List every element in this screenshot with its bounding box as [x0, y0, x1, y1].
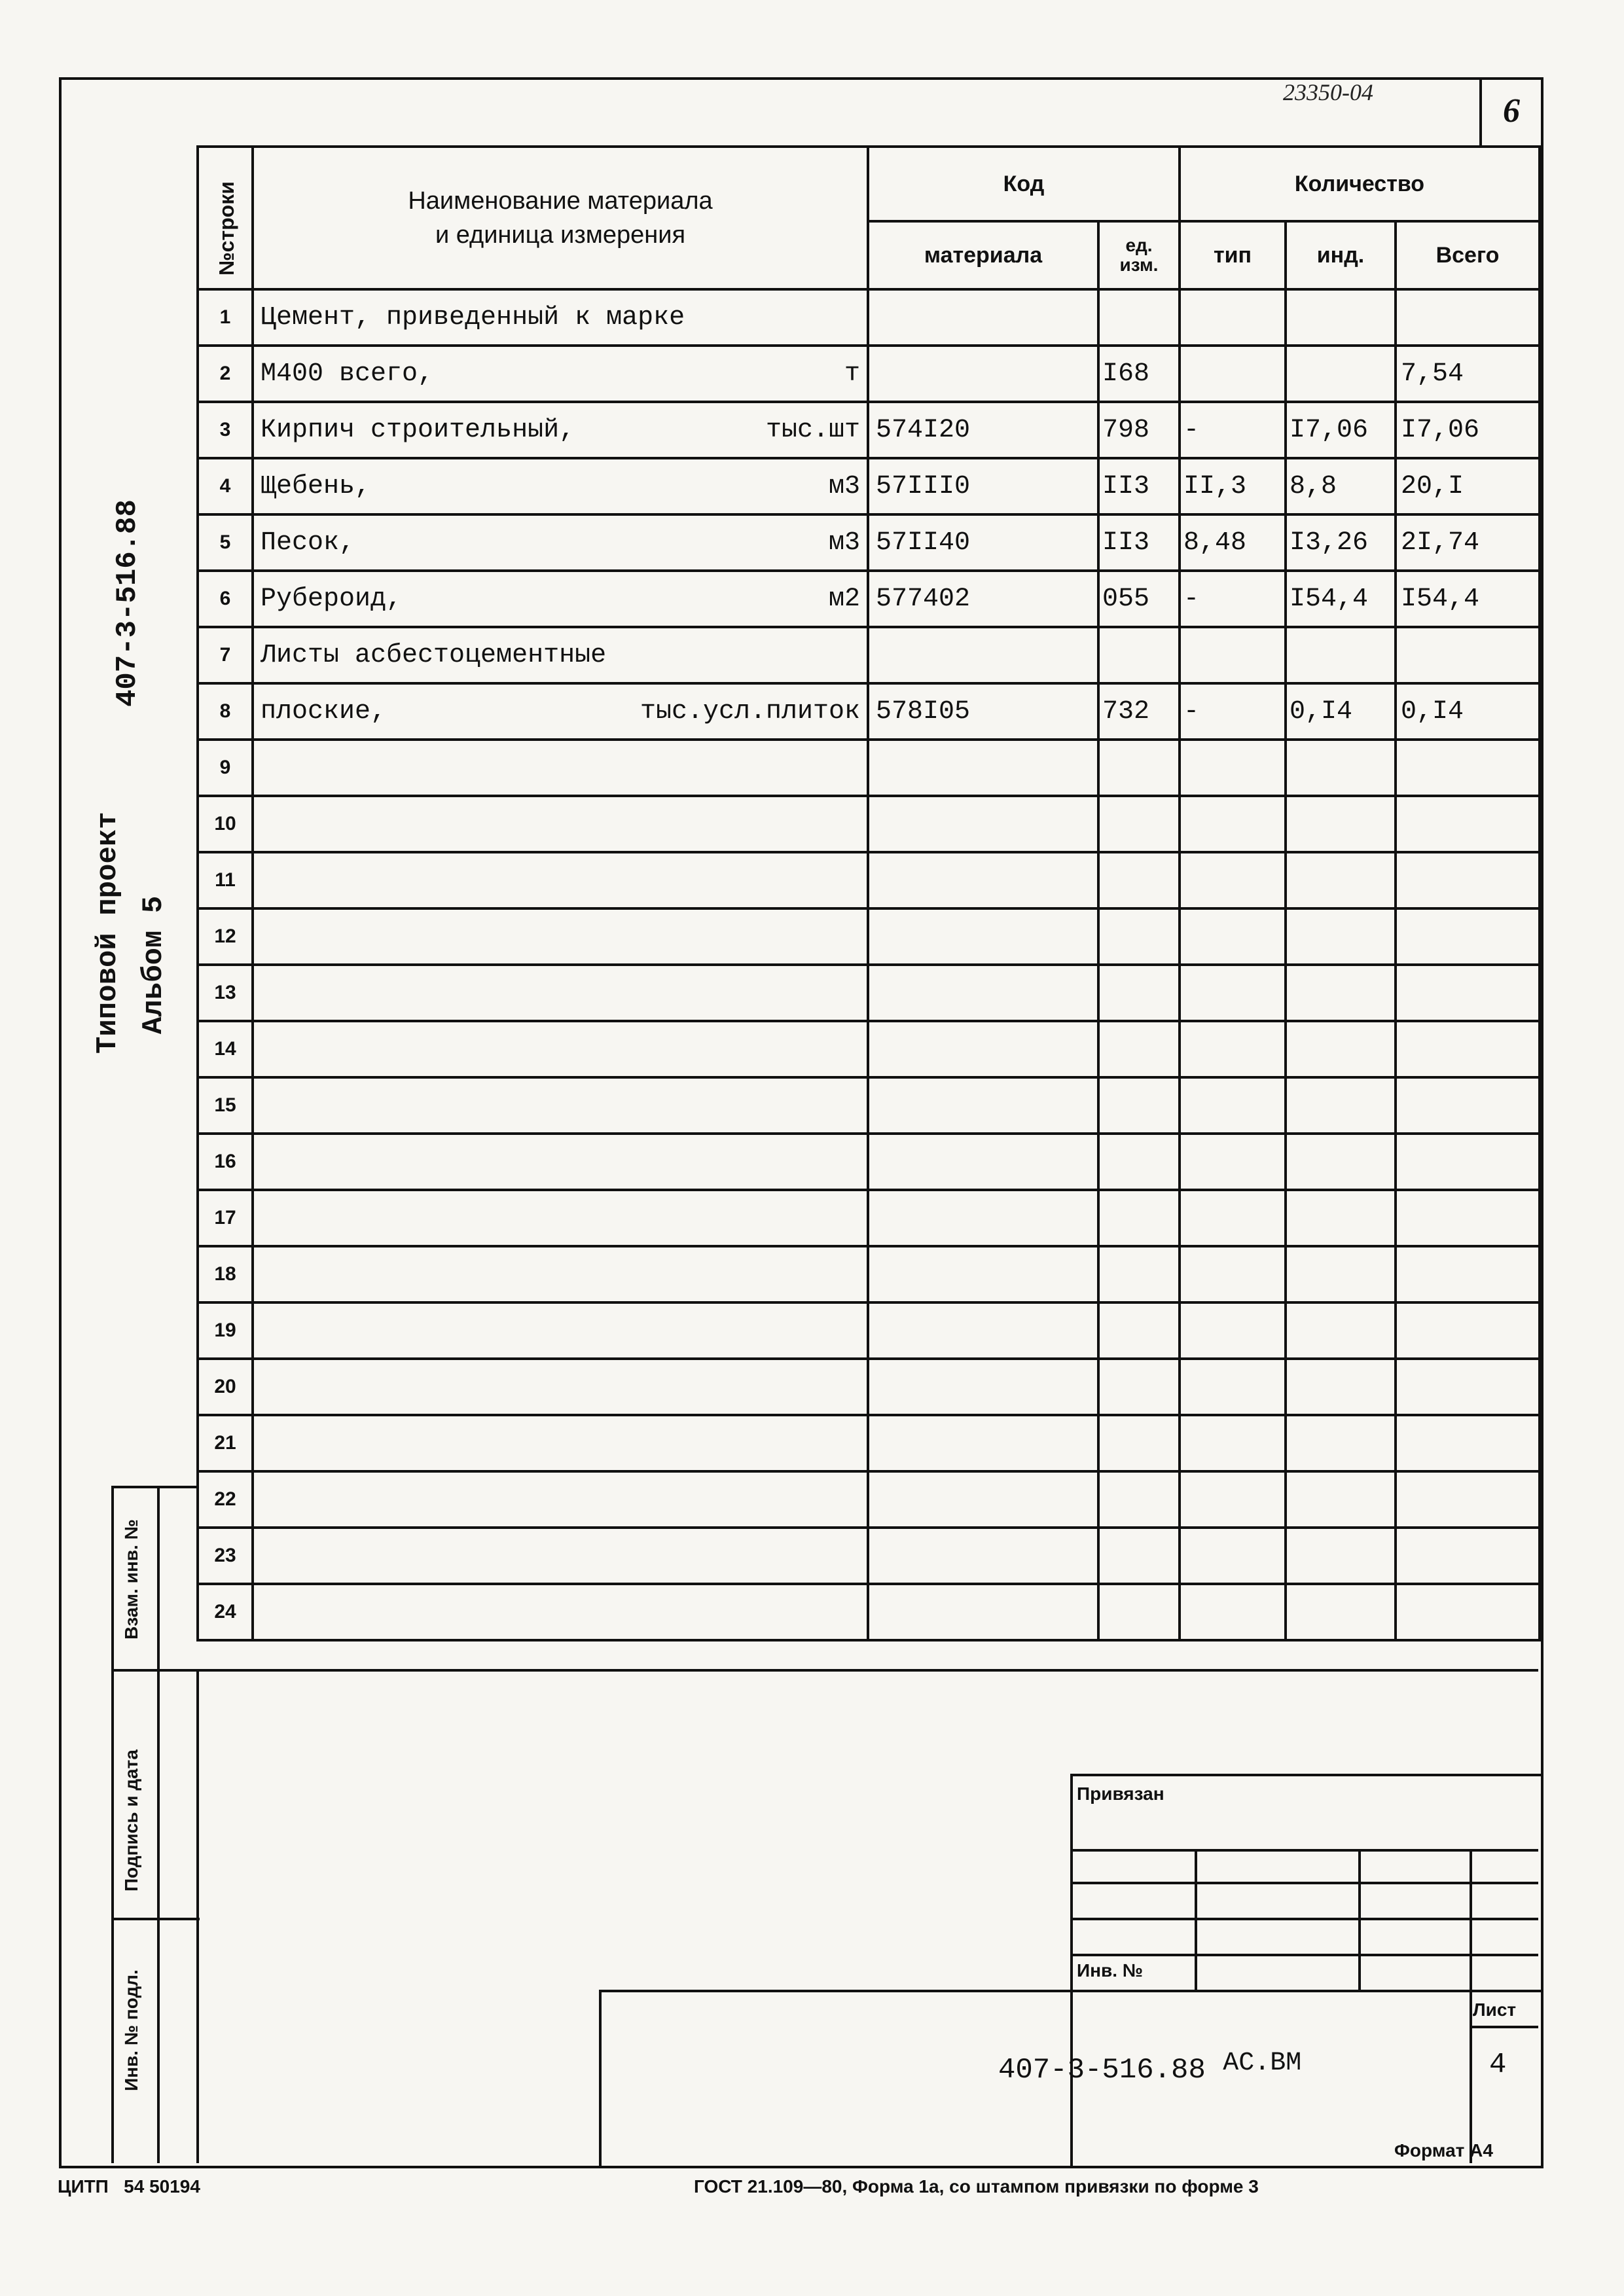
- table-row: [198, 796, 1540, 852]
- material-name-cell: Песок, м3: [253, 514, 868, 571]
- type-qty-cell: [1180, 627, 1286, 683]
- material-name-cell: [253, 1134, 868, 1190]
- header-quantity: Количество: [1180, 147, 1540, 221]
- type-qty-cell: [1180, 1359, 1286, 1415]
- individual-qty-cell: [1286, 852, 1396, 908]
- type-qty-cell: [1180, 1077, 1286, 1134]
- material-code-cell: 577402: [868, 571, 1098, 627]
- table-row: [198, 1021, 1540, 1077]
- row-number-cell: 16: [198, 1134, 253, 1190]
- total-qty-cell: 2I,74: [1396, 514, 1540, 571]
- header-total: Всего: [1396, 221, 1540, 289]
- table-row: [198, 627, 1540, 683]
- material-name-cell: [253, 1584, 868, 1640]
- material-name-cell: [253, 1021, 868, 1077]
- material-code-cell: [868, 1528, 1098, 1584]
- table-row: [198, 1246, 1540, 1302]
- individual-qty-cell: [1286, 1134, 1396, 1190]
- material-name-cell: [253, 1528, 868, 1584]
- individual-qty-cell: [1286, 1077, 1396, 1134]
- table-row: [198, 1584, 1540, 1640]
- type-qty-cell: [1180, 1021, 1286, 1077]
- left-stamp-divider: [111, 1486, 114, 2163]
- left-stamp-divider: [196, 1669, 199, 2163]
- material-code-cell: [868, 740, 1098, 796]
- table-row: [198, 1528, 1540, 1584]
- material-name-cell: Рубероид, м2: [253, 571, 868, 627]
- row-number-cell: 10: [198, 796, 253, 852]
- unit-code-cell: [1098, 1359, 1180, 1415]
- individual-qty-cell: [1286, 1190, 1396, 1246]
- stamp-rule: [1195, 1849, 1197, 1990]
- materials-table: [196, 145, 1541, 1641]
- stamp-rule: [1358, 1849, 1361, 1990]
- material-name-cell: [253, 852, 868, 908]
- unit-code-cell: [1098, 1471, 1180, 1528]
- unit-code-cell: [1098, 1528, 1180, 1584]
- material-name-cell: [253, 1471, 868, 1528]
- material-code-cell: [868, 1415, 1098, 1471]
- table-bottom-rule: [111, 1669, 1538, 1672]
- unit-code-cell: [1098, 627, 1180, 683]
- table-row: [198, 571, 1540, 627]
- document-designation: 407-3-516.88 АС.ВМ: [998, 2049, 1302, 2087]
- individual-qty-cell: I54,4: [1286, 571, 1396, 627]
- total-qty-cell: [1396, 1528, 1540, 1584]
- row-number-cell: 8: [198, 683, 253, 740]
- individual-qty-cell: [1286, 1021, 1396, 1077]
- material-code-cell: [868, 908, 1098, 965]
- table-row: [198, 514, 1540, 571]
- header-row-number: №строки: [198, 147, 253, 289]
- type-qty-cell: [1180, 1302, 1286, 1359]
- type-qty-cell: II,3: [1180, 458, 1286, 514]
- total-qty-cell: [1396, 796, 1540, 852]
- total-qty-cell: [1396, 965, 1540, 1021]
- unit-code-cell: [1098, 1302, 1180, 1359]
- material-code-cell: [868, 1302, 1098, 1359]
- material-name-cell: плоские, тыс.усл.плиток: [253, 683, 868, 740]
- unit-code-cell: [1098, 1021, 1180, 1077]
- unit-code-cell: 732: [1098, 683, 1180, 740]
- type-qty-cell: [1180, 1134, 1286, 1190]
- individual-qty-cell: [1286, 627, 1396, 683]
- row-number-cell: 11: [198, 852, 253, 908]
- row-number-cell: 23: [198, 1528, 253, 1584]
- row-number-cell: 9: [198, 740, 253, 796]
- row-number-cell: 18: [198, 1246, 253, 1302]
- material-name-cell: [253, 1302, 868, 1359]
- header-unit-code: ед. изм.: [1098, 221, 1180, 289]
- total-qty-cell: [1396, 852, 1540, 908]
- individual-qty-cell: I7,06: [1286, 402, 1396, 458]
- footer-org: ЦИТП 54 50194: [58, 2176, 200, 2197]
- material-code-cell: [868, 852, 1098, 908]
- sheet-label: Лист: [1473, 2000, 1517, 2020]
- total-qty-cell: [1396, 1471, 1540, 1528]
- unit-code-cell: II3: [1098, 458, 1180, 514]
- attached-label: Привязан: [1077, 1784, 1164, 1804]
- header-individual: инд.: [1286, 221, 1396, 289]
- stamp-rule: [1470, 2026, 1538, 2028]
- table-row: [198, 852, 1540, 908]
- unit-code-cell: [1098, 740, 1180, 796]
- type-qty-cell: [1180, 1246, 1286, 1302]
- material-name-cell: [253, 1190, 868, 1246]
- material-name-cell: [253, 1077, 868, 1134]
- row-number-cell: 13: [198, 965, 253, 1021]
- individual-qty-cell: [1286, 740, 1396, 796]
- row-number-cell: 19: [198, 1302, 253, 1359]
- individual-qty-cell: [1286, 1246, 1396, 1302]
- total-qty-cell: [1396, 1359, 1540, 1415]
- table-row: [198, 1077, 1540, 1134]
- row-number-cell: 24: [198, 1584, 253, 1640]
- row-number-cell: 6: [198, 571, 253, 627]
- row-number-cell: 21: [198, 1415, 253, 1471]
- total-qty-cell: [1396, 1077, 1540, 1134]
- type-qty-cell: [1180, 1190, 1286, 1246]
- table-row: [198, 1471, 1540, 1528]
- material-code-cell: [868, 1077, 1098, 1134]
- individual-qty-cell: [1286, 965, 1396, 1021]
- material-name-cell: Кирпич строительный, тыс.шт: [253, 402, 868, 458]
- individual-qty-cell: [1286, 1471, 1396, 1528]
- footer-format: Формат А4: [1394, 2140, 1493, 2161]
- material-name-cell: [253, 908, 868, 965]
- total-qty-cell: [1396, 1584, 1540, 1640]
- table-row: [198, 289, 1540, 346]
- individual-qty-cell: [1286, 1359, 1396, 1415]
- header-material-code: материала: [868, 221, 1098, 289]
- unit-code-cell: [1098, 1077, 1180, 1134]
- table-row: [198, 1359, 1540, 1415]
- table-row: [198, 740, 1540, 796]
- left-stamp-divider: [111, 1486, 196, 1488]
- table-row: [198, 1190, 1540, 1246]
- sheet-value: 4: [1489, 2049, 1507, 2081]
- row-number-cell: 5: [198, 514, 253, 571]
- type-qty-cell: -: [1180, 571, 1286, 627]
- individual-qty-cell: [1286, 1302, 1396, 1359]
- table-row: [198, 458, 1540, 514]
- total-qty-cell: [1396, 740, 1540, 796]
- individual-qty-cell: I3,26: [1286, 514, 1396, 571]
- stamp-rule: [1070, 1918, 1538, 1920]
- material-name-cell: [253, 1246, 868, 1302]
- total-qty-cell: I54,4: [1396, 571, 1540, 627]
- table-row: [198, 908, 1540, 965]
- type-qty-cell: [1180, 1584, 1286, 1640]
- header-type: тип: [1180, 221, 1286, 289]
- material-name-cell: [253, 1415, 868, 1471]
- material-code-cell: [868, 1359, 1098, 1415]
- unit-code-cell: [1098, 908, 1180, 965]
- unit-code-cell: [1098, 1134, 1180, 1190]
- unit-code-cell: [1098, 1415, 1180, 1471]
- individual-qty-cell: [1286, 289, 1396, 346]
- material-code-cell: 578I05: [868, 683, 1098, 740]
- total-qty-cell: [1396, 1246, 1540, 1302]
- total-qty-cell: [1396, 908, 1540, 965]
- type-qty-cell: [1180, 1415, 1286, 1471]
- replaced-inventory-label: Взам. инв. №: [121, 1519, 141, 1640]
- row-number-cell: 3: [198, 402, 253, 458]
- signature-date-label: Подпись и дата: [121, 1749, 141, 1892]
- type-qty-cell: [1180, 740, 1286, 796]
- material-code-cell: [868, 965, 1098, 1021]
- material-code-cell: [868, 796, 1098, 852]
- material-code-cell: [868, 289, 1098, 346]
- total-qty-cell: [1396, 289, 1540, 346]
- left-stamp-divider: [157, 1486, 160, 2163]
- type-qty-cell: [1180, 965, 1286, 1021]
- unit-code-cell: II3: [1098, 514, 1180, 571]
- stamp-rule: [1070, 1954, 1538, 1956]
- table-row: [198, 1134, 1540, 1190]
- unit-code-cell: I68: [1098, 346, 1180, 402]
- sheet-number-handwritten: 6: [1479, 77, 1541, 148]
- row-number-cell: 1: [198, 289, 253, 346]
- unit-code-cell: [1098, 965, 1180, 1021]
- individual-qty-cell: [1286, 346, 1396, 402]
- side-project-code: 407-3-516.88: [111, 499, 144, 707]
- material-code-cell: [868, 1190, 1098, 1246]
- row-number-cell: 12: [198, 908, 253, 965]
- total-qty-cell: [1396, 1021, 1540, 1077]
- material-code-cell: [868, 627, 1098, 683]
- total-qty-cell: [1396, 1134, 1540, 1190]
- individual-qty-cell: [1286, 1415, 1396, 1471]
- total-qty-cell: I7,06: [1396, 402, 1540, 458]
- row-number-cell: 15: [198, 1077, 253, 1134]
- material-name-cell: [253, 796, 868, 852]
- material-name-cell: [253, 965, 868, 1021]
- unit-code-cell: [1098, 796, 1180, 852]
- total-qty-cell: [1396, 1190, 1540, 1246]
- footer-gost: ГОСТ 21.109—80, Форма 1а, со штампом привязки по форме 3: [694, 2176, 1259, 2197]
- unit-code-cell: [1098, 852, 1180, 908]
- row-number-cell: 4: [198, 458, 253, 514]
- type-qty-cell: [1180, 908, 1286, 965]
- type-qty-cell: 8,48: [1180, 514, 1286, 571]
- table-row: [198, 402, 1540, 458]
- left-stamp-divider: [111, 1918, 200, 1920]
- table-row: [198, 1415, 1540, 1471]
- header-material-name: Наименование материала и единица измерения: [253, 147, 868, 289]
- total-qty-cell: 20,I: [1396, 458, 1540, 514]
- material-name-cell: Листы асбестоцементные: [253, 627, 868, 683]
- side-title-project: Типовой проект: [92, 812, 124, 1054]
- individual-qty-cell: 8,8: [1286, 458, 1396, 514]
- individual-qty-cell: [1286, 908, 1396, 965]
- type-qty-cell: [1180, 289, 1286, 346]
- row-number-cell: 17: [198, 1190, 253, 1246]
- material-code-cell: [868, 1584, 1098, 1640]
- type-qty-cell: [1180, 796, 1286, 852]
- table-row: [198, 683, 1540, 740]
- type-qty-cell: -: [1180, 683, 1286, 740]
- material-code-cell: 57III0: [868, 458, 1098, 514]
- unit-code-cell: [1098, 289, 1180, 346]
- individual-qty-cell: [1286, 796, 1396, 852]
- total-qty-cell: 0,I4: [1396, 683, 1540, 740]
- material-code-cell: [868, 1246, 1098, 1302]
- header-code: Код: [868, 147, 1180, 221]
- material-code-cell: [868, 346, 1098, 402]
- unit-code-cell: [1098, 1584, 1180, 1640]
- material-code-cell: [868, 1021, 1098, 1077]
- type-qty-cell: [1180, 346, 1286, 402]
- type-qty-cell: -: [1180, 402, 1286, 458]
- material-name-cell: Щебень, м3: [253, 458, 868, 514]
- row-number-cell: 22: [198, 1471, 253, 1528]
- type-qty-cell: [1180, 1471, 1286, 1528]
- row-number-cell: 2: [198, 346, 253, 402]
- material-name-cell: Цемент, приведенный к марке: [253, 289, 868, 346]
- stamp-rule: [1070, 1882, 1538, 1884]
- row-number-cell: 14: [198, 1021, 253, 1077]
- total-qty-cell: 7,54: [1396, 346, 1540, 402]
- table-row: [198, 346, 1540, 402]
- material-name-cell: [253, 1359, 868, 1415]
- individual-qty-cell: [1286, 1528, 1396, 1584]
- type-qty-cell: [1180, 852, 1286, 908]
- original-inventory-label: Инв. № подл.: [121, 1969, 141, 2091]
- total-qty-cell: [1396, 1302, 1540, 1359]
- material-name-cell: [253, 740, 868, 796]
- material-code-cell: 574I20: [868, 402, 1098, 458]
- material-code-cell: [868, 1471, 1098, 1528]
- stamp-rule: [1070, 1849, 1538, 1852]
- total-qty-cell: [1396, 1415, 1540, 1471]
- table-row: [198, 1302, 1540, 1359]
- side-title-album: Альбом 5: [137, 895, 170, 1034]
- row-number-cell: 7: [198, 627, 253, 683]
- row-number-cell: 20: [198, 1359, 253, 1415]
- inventory-number-handwritten: 23350-04: [1283, 79, 1373, 105]
- individual-qty-cell: [1286, 1584, 1396, 1640]
- material-name-cell: М400 всего, т: [253, 346, 868, 402]
- unit-code-cell: 798: [1098, 402, 1180, 458]
- unit-code-cell: [1098, 1190, 1180, 1246]
- individual-qty-cell: 0,I4: [1286, 683, 1396, 740]
- type-qty-cell: [1180, 1528, 1286, 1584]
- inventory-no-label: Инв. №: [1077, 1960, 1144, 1981]
- unit-code-cell: 055: [1098, 571, 1180, 627]
- table-row: [198, 965, 1540, 1021]
- material-code-cell: 57II40: [868, 514, 1098, 571]
- total-qty-cell: [1396, 627, 1540, 683]
- unit-code-cell: [1098, 1246, 1180, 1302]
- material-code-cell: [868, 1134, 1098, 1190]
